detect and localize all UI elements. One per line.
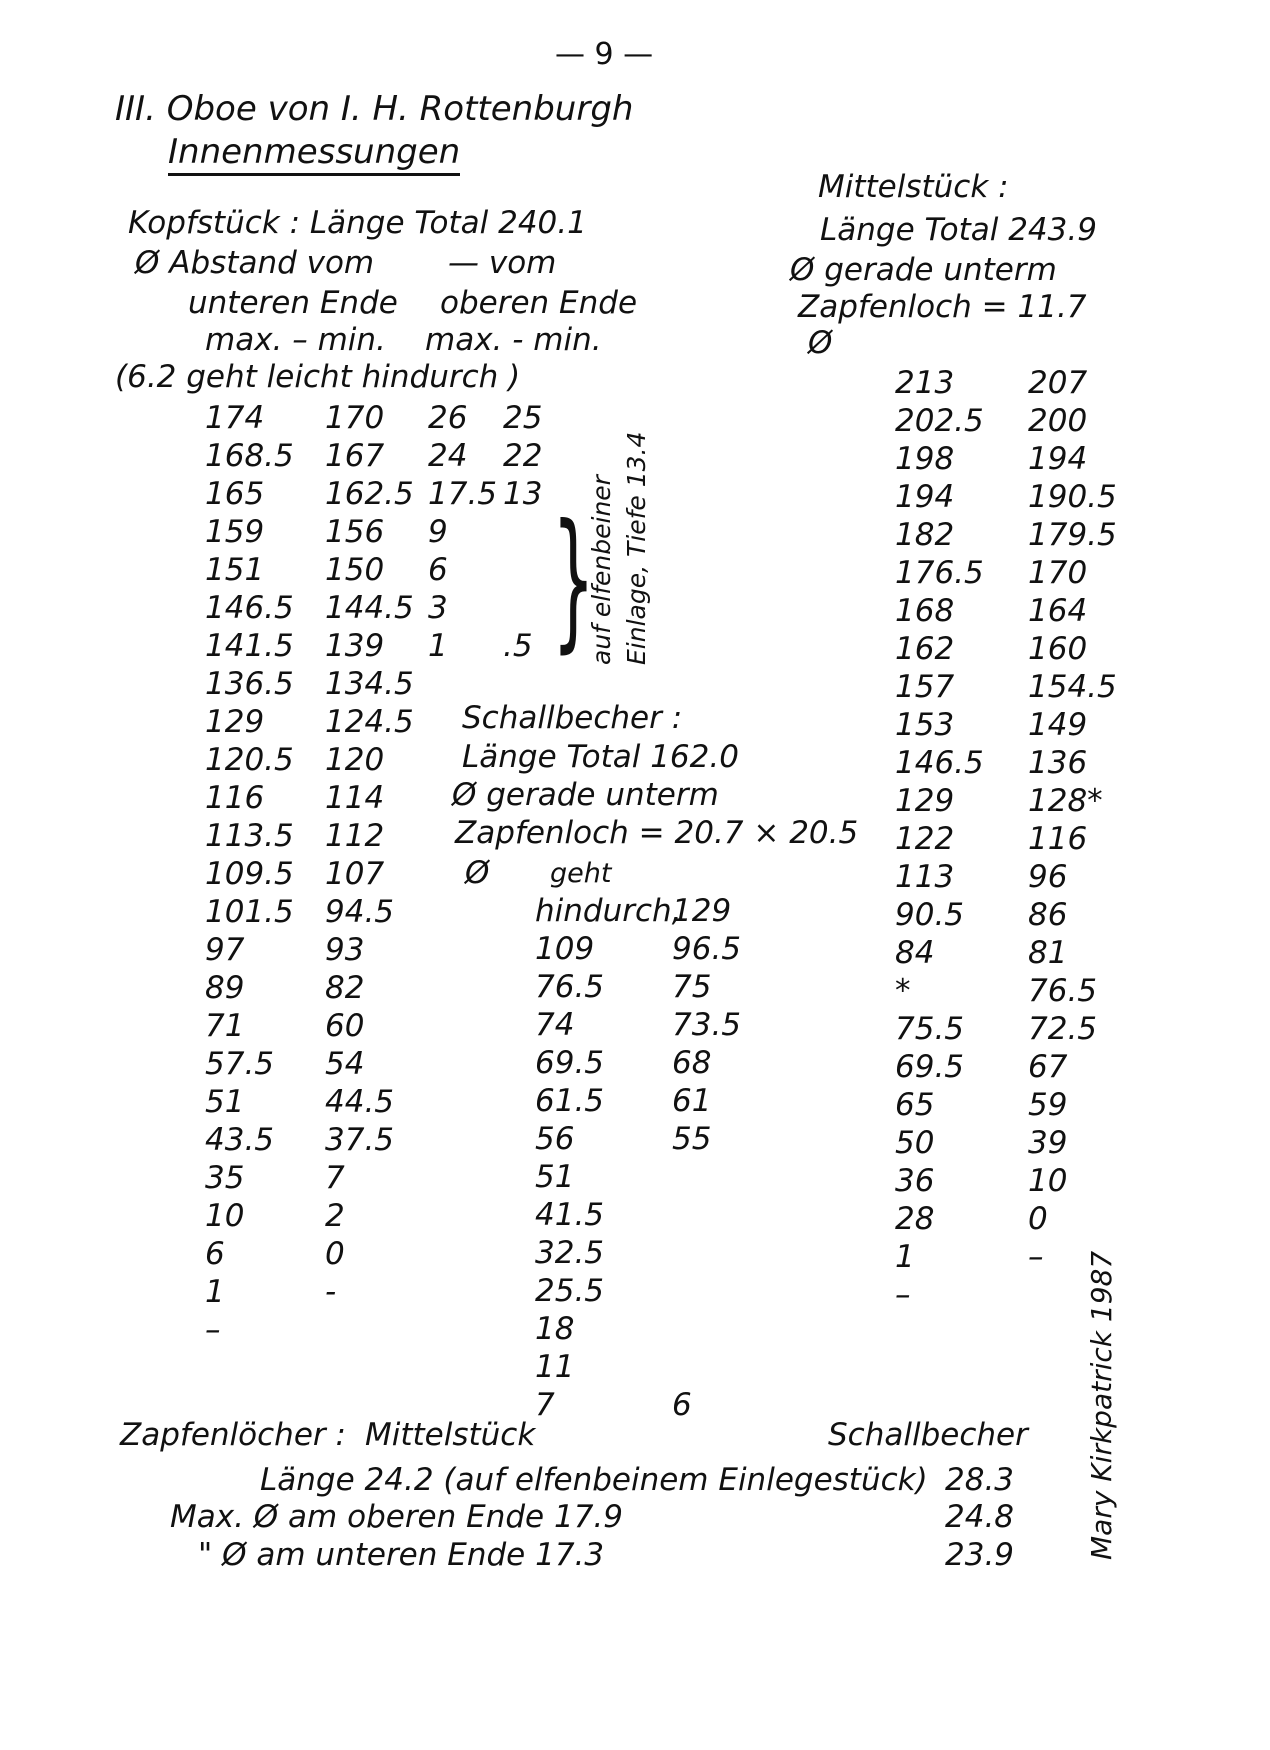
schallbecher-cell-col-2: 11 [535,1349,575,1385]
kopfstueck-cell-col-2: 57.5 [205,1046,275,1082]
kopfstueck-cell-col-3: 114 [325,780,385,816]
kopfstueck-cell-col-3: 124.5 [325,704,414,740]
page-subtitle: Innenmessungen [168,135,460,176]
kopfstueck-cell-col-2: 141.5 [205,628,294,664]
schallbecher-geht: geht [550,858,612,889]
kopfstueck-cell-col-2: – [205,1312,221,1348]
kopfstueck-cell-col-3: 0 [325,1236,345,1272]
kopfstueck-cell-col-2: 10 [205,1198,245,1234]
zapfenloecher-row-2-value: 24.8 [945,1499,1015,1535]
kopfstueck-cell-col-3: 112 [325,818,385,854]
kopfstueck-cell-col-2: 120.5 [205,742,294,778]
mittelstueck-line3: Zapfenloch = 11.7 [798,289,1087,325]
zapfenloecher-row-1-label: Länge 24.2 (auf elfenbeinem Einlegestück) [260,1462,928,1498]
mittelstueck-cell-col-3: – [1028,1239,1044,1275]
mittelstueck-cell-col-3: 179.5 [1028,517,1117,553]
kopfstueck-cell-col-2: 1 [205,1274,225,1310]
kopfstueck-note: (6.2 geht leicht hindurch ) [115,359,521,395]
kopfstueck-cell-col-3: 162.5 [325,476,414,512]
schallbecher-cell-col-3: 61 [672,1083,712,1119]
kopfstueck-cell-col-2: 109.5 [205,856,294,892]
mittelstueck-cell-col-3: 76.5 [1028,973,1098,1009]
mittelstueck-cell-col-2: 129 [895,783,955,819]
kopfstueck-col-header-1b: — vom [448,245,557,281]
mittelstueck-cell-col-2: 182 [895,517,955,553]
mittelstueck-cell-col-3: 116 [1028,821,1088,857]
kopfstueck-cell-col-4: 1 [428,628,448,664]
mittelstueck-cell-col-3: 81 [1028,935,1068,971]
mittelstueck-cell-col-3: 190.5 [1028,479,1117,515]
schallbecher-cell-col-2: hindurch, [535,893,682,929]
mittelstueck-cell-col-2: 168 [895,593,955,629]
mittelstueck-cell-col-2: 1 [895,1239,915,1275]
mittelstueck-cell-col-3: 86 [1028,897,1068,933]
kopfstueck-cell-col-3: 2 [325,1198,345,1234]
mittelstueck-cell-col-2: 84 [895,935,935,971]
mittelstueck-cell-col-2: 75.5 [895,1011,965,1047]
schallbecher-cell-col-2: 18 [535,1311,575,1347]
schallbecher-cell-col-3: 68 [672,1045,712,1081]
mittelstueck-cell-col-3: 0 [1028,1201,1048,1237]
kopfstueck-cell-col-2: 146.5 [205,590,294,626]
kopfstueck-cell-col-3: 93 [325,932,365,968]
kopfstueck-cell-col-3: 60 [325,1008,365,1044]
zapfenloecher-label: Zapfenlöcher : [120,1417,346,1453]
kopfstueck-cell-col-2: 116 [205,780,265,816]
kopfstueck-cell-col-5: .5 [503,628,533,664]
kopfstueck-cell-col-3: 139 [325,628,385,664]
schallbecher-line1: Länge Total 162.0 [462,739,739,775]
mittelstueck-cell-col-2: 213 [895,365,955,401]
mittelstueck-cell-col-3: 164 [1028,593,1088,629]
mittelstueck-cell-col-2: * [895,973,911,1009]
mittelstueck-cell-col-3: 149 [1028,707,1088,743]
kopfstueck-col-header-1a: Ø Abstand vom [135,245,375,281]
kopfstueck-cell-col-4: 6 [428,552,448,588]
schallbecher-cell-col-2: 32.5 [535,1235,605,1271]
kopfstueck-cell-col-4: 9 [428,514,448,550]
kopfstueck-cell-col-2: 174 [205,400,265,436]
kopfstueck-cell-col-2: 101.5 [205,894,294,930]
mittelstueck-cell-col-2: 153 [895,707,955,743]
schallbecher-cell-col-2: 41.5 [535,1197,605,1233]
mittelstueck-cell-col-2: 202.5 [895,403,984,439]
kopfstueck-cell-col-3: 150 [325,552,385,588]
kopfstueck-cell-col-3: 120 [325,742,385,778]
mittelstueck-cell-col-2: – [895,1277,911,1313]
kopfstueck-cell-col-5: 22 [503,438,543,474]
page-title: III. Oboe von I. H. Rottenburgh [115,89,634,129]
mittelstueck-cell-col-3: 72.5 [1028,1011,1098,1047]
mittelstueck-cell-col-3: 170 [1028,555,1088,591]
zapfenloecher-row-3-label: " Ø am unteren Ende 17.3 [198,1537,605,1573]
kopfstueck-cell-col-3: 37.5 [325,1122,395,1158]
mittelstueck-line2: Ø gerade unterm [790,252,1057,288]
schallbecher-cell-col-2: 61.5 [535,1083,605,1119]
zapfenloecher-mittelstueck-label: Mittelstück [365,1417,536,1453]
kopfstueck-cell-col-4: 26 [428,400,468,436]
kopfstueck-col-header-3a: max. – min. [205,322,386,358]
mittelstueck-cell-col-2: 65 [895,1087,935,1123]
schallbecher-line2: Ø gerade unterm [452,777,719,813]
mittelstueck-line1: Länge Total 243.9 [820,212,1097,248]
kopfstueck-cell-col-2: 71 [205,1008,245,1044]
kopfstueck-cell-col-3: 134.5 [325,666,414,702]
zapfenloecher-row-3-value: 23.9 [945,1537,1015,1573]
kopfstueck-cell-col-2: 159 [205,514,265,550]
mittelstueck-cell-col-3: 67 [1028,1049,1068,1085]
kopfstueck-cell-col-2: 136.5 [205,666,294,702]
kopfstueck-cell-col-2: 129 [205,704,265,740]
mittelstueck-diam-symbol: Ø [808,325,833,361]
schallbecher-cell-col-2: 76.5 [535,969,605,1005]
mittelstueck-cell-col-3: 160 [1028,631,1088,667]
kopfstueck-col-header-2b: oberen Ende [440,285,638,321]
mittelstueck-cell-col-3: 10 [1028,1163,1068,1199]
kopfstueck-cell-col-3: 54 [325,1046,365,1082]
zapfenloecher-schallbecher-label: Schallbecher [828,1417,1028,1453]
kopfstueck-cell-col-2: 151 [205,552,265,588]
mittelstueck-cell-col-2: 194 [895,479,955,515]
mittelstueck-cell-col-2: 157 [895,669,955,705]
kopfstueck-cell-col-4: 17.5 [428,476,498,512]
schallbecher-heading: Schallbecher : [462,700,683,736]
schallbecher-diam-symbol: Ø [465,855,490,891]
zapfenloecher-row-2-label: Max. Ø am oberen Ende 17.9 [170,1499,623,1535]
kopfstueck-cell-col-3: 144.5 [325,590,414,626]
schallbecher-cell-col-2: 74 [535,1007,575,1043]
kopfstueck-cell-col-5: 25 [503,400,543,436]
mittelstueck-cell-col-2: 50 [895,1125,935,1161]
schallbecher-cell-col-3: 6 [672,1387,692,1423]
kopfstueck-col-header-2a: unteren Ende [188,285,398,321]
mittelstueck-cell-col-2: 113 [895,859,955,895]
kopfstueck-cell-col-2: 89 [205,970,245,1006]
mittelstueck-cell-col-2: 69.5 [895,1049,965,1085]
kopfstueck-cell-col-2: 35 [205,1160,245,1196]
mittelstueck-cell-col-2: 122 [895,821,955,857]
kopfstueck-cell-col-3: 107 [325,856,385,892]
schallbecher-line3: Zapfenloch = 20.7 × 20.5 [455,815,859,851]
mittelstueck-cell-col-2: 90.5 [895,897,965,933]
mittelstueck-cell-col-2: 162 [895,631,955,667]
kopfstueck-cell-col-3: 94.5 [325,894,395,930]
mittelstueck-cell-col-3: 128* [1028,783,1103,819]
schallbecher-cell-col-3: 73.5 [672,1007,742,1043]
schallbecher-cell-col-2: 7 [535,1387,555,1423]
page-number: — 9 — [555,37,654,72]
schallbecher-cell-col-3: 55 [672,1121,712,1157]
kopfstueck-heading: Kopfstück : Länge Total 240.1 [128,205,587,241]
schallbecher-cell-col-2: 69.5 [535,1045,605,1081]
mittelstueck-cell-col-2: 36 [895,1163,935,1199]
kopfstueck-cell-col-2: 168.5 [205,438,294,474]
mittelstueck-cell-col-3: 207 [1028,365,1088,401]
kopfstueck-cell-col-3: 170 [325,400,385,436]
kopfstueck-cell-col-3: 44.5 [325,1084,395,1120]
kopfstueck-cell-col-3: 167 [325,438,385,474]
kopfstueck-cell-col-2: 43.5 [205,1122,275,1158]
mittelstueck-cell-col-3: 59 [1028,1087,1068,1123]
kopfstueck-cell-col-5: 13 [503,476,543,512]
kopfstueck-cell-col-2: 165 [205,476,265,512]
kopfstueck-cell-col-4: 3 [428,590,448,626]
kopfstueck-cell-col-3: 156 [325,514,385,550]
kopfstueck-cell-col-2: 97 [205,932,245,968]
kopfstueck-col-header-3b: max. - min. [425,322,602,358]
kopfstueck-side-note-2: Einlage, Tiefe 13.4 [622,431,651,665]
schallbecher-cell-col-2: 25.5 [535,1273,605,1309]
kopfstueck-cell-col-4: 24 [428,438,468,474]
schallbecher-cell-col-3: 129 [672,893,732,929]
kopfstueck-cell-col-2: 113.5 [205,818,294,854]
kopfstueck-side-note-1: auf elfenbeiner [587,475,616,665]
kopfstueck-cell-col-2: 51 [205,1084,245,1120]
kopfstueck-cell-col-3: 7 [325,1160,345,1196]
signature: Mary Kirkpatrick 1987 [1085,1250,1118,1560]
mittelstueck-cell-col-3: 154.5 [1028,669,1117,705]
schallbecher-cell-col-3: 75 [672,969,712,1005]
brace-mark: } [552,493,595,667]
mittelstueck-cell-col-3: 194 [1028,441,1088,477]
schallbecher-cell-col-2: 51 [535,1159,575,1195]
schallbecher-cell-col-2: 56 [535,1121,575,1157]
mittelstueck-heading: Mittelstück : [818,169,1009,205]
mittelstueck-cell-col-2: 28 [895,1201,935,1237]
mittelstueck-cell-col-3: 200 [1028,403,1088,439]
mittelstueck-cell-col-3: 136 [1028,745,1088,781]
zapfenloecher-row-1-value: 28.3 [945,1462,1015,1498]
mittelstueck-cell-col-3: 96 [1028,859,1068,895]
mittelstueck-cell-col-2: 198 [895,441,955,477]
schallbecher-cell-col-3: 96.5 [672,931,742,967]
mittelstueck-cell-col-2: 146.5 [895,745,984,781]
kopfstueck-cell-col-2: 6 [205,1236,225,1272]
kopfstueck-cell-col-3: - [325,1274,337,1310]
schallbecher-cell-col-2: 109 [535,931,595,967]
mittelstueck-cell-col-3: 39 [1028,1125,1068,1161]
mittelstueck-cell-col-2: 176.5 [895,555,984,591]
kopfstueck-cell-col-3: 82 [325,970,365,1006]
